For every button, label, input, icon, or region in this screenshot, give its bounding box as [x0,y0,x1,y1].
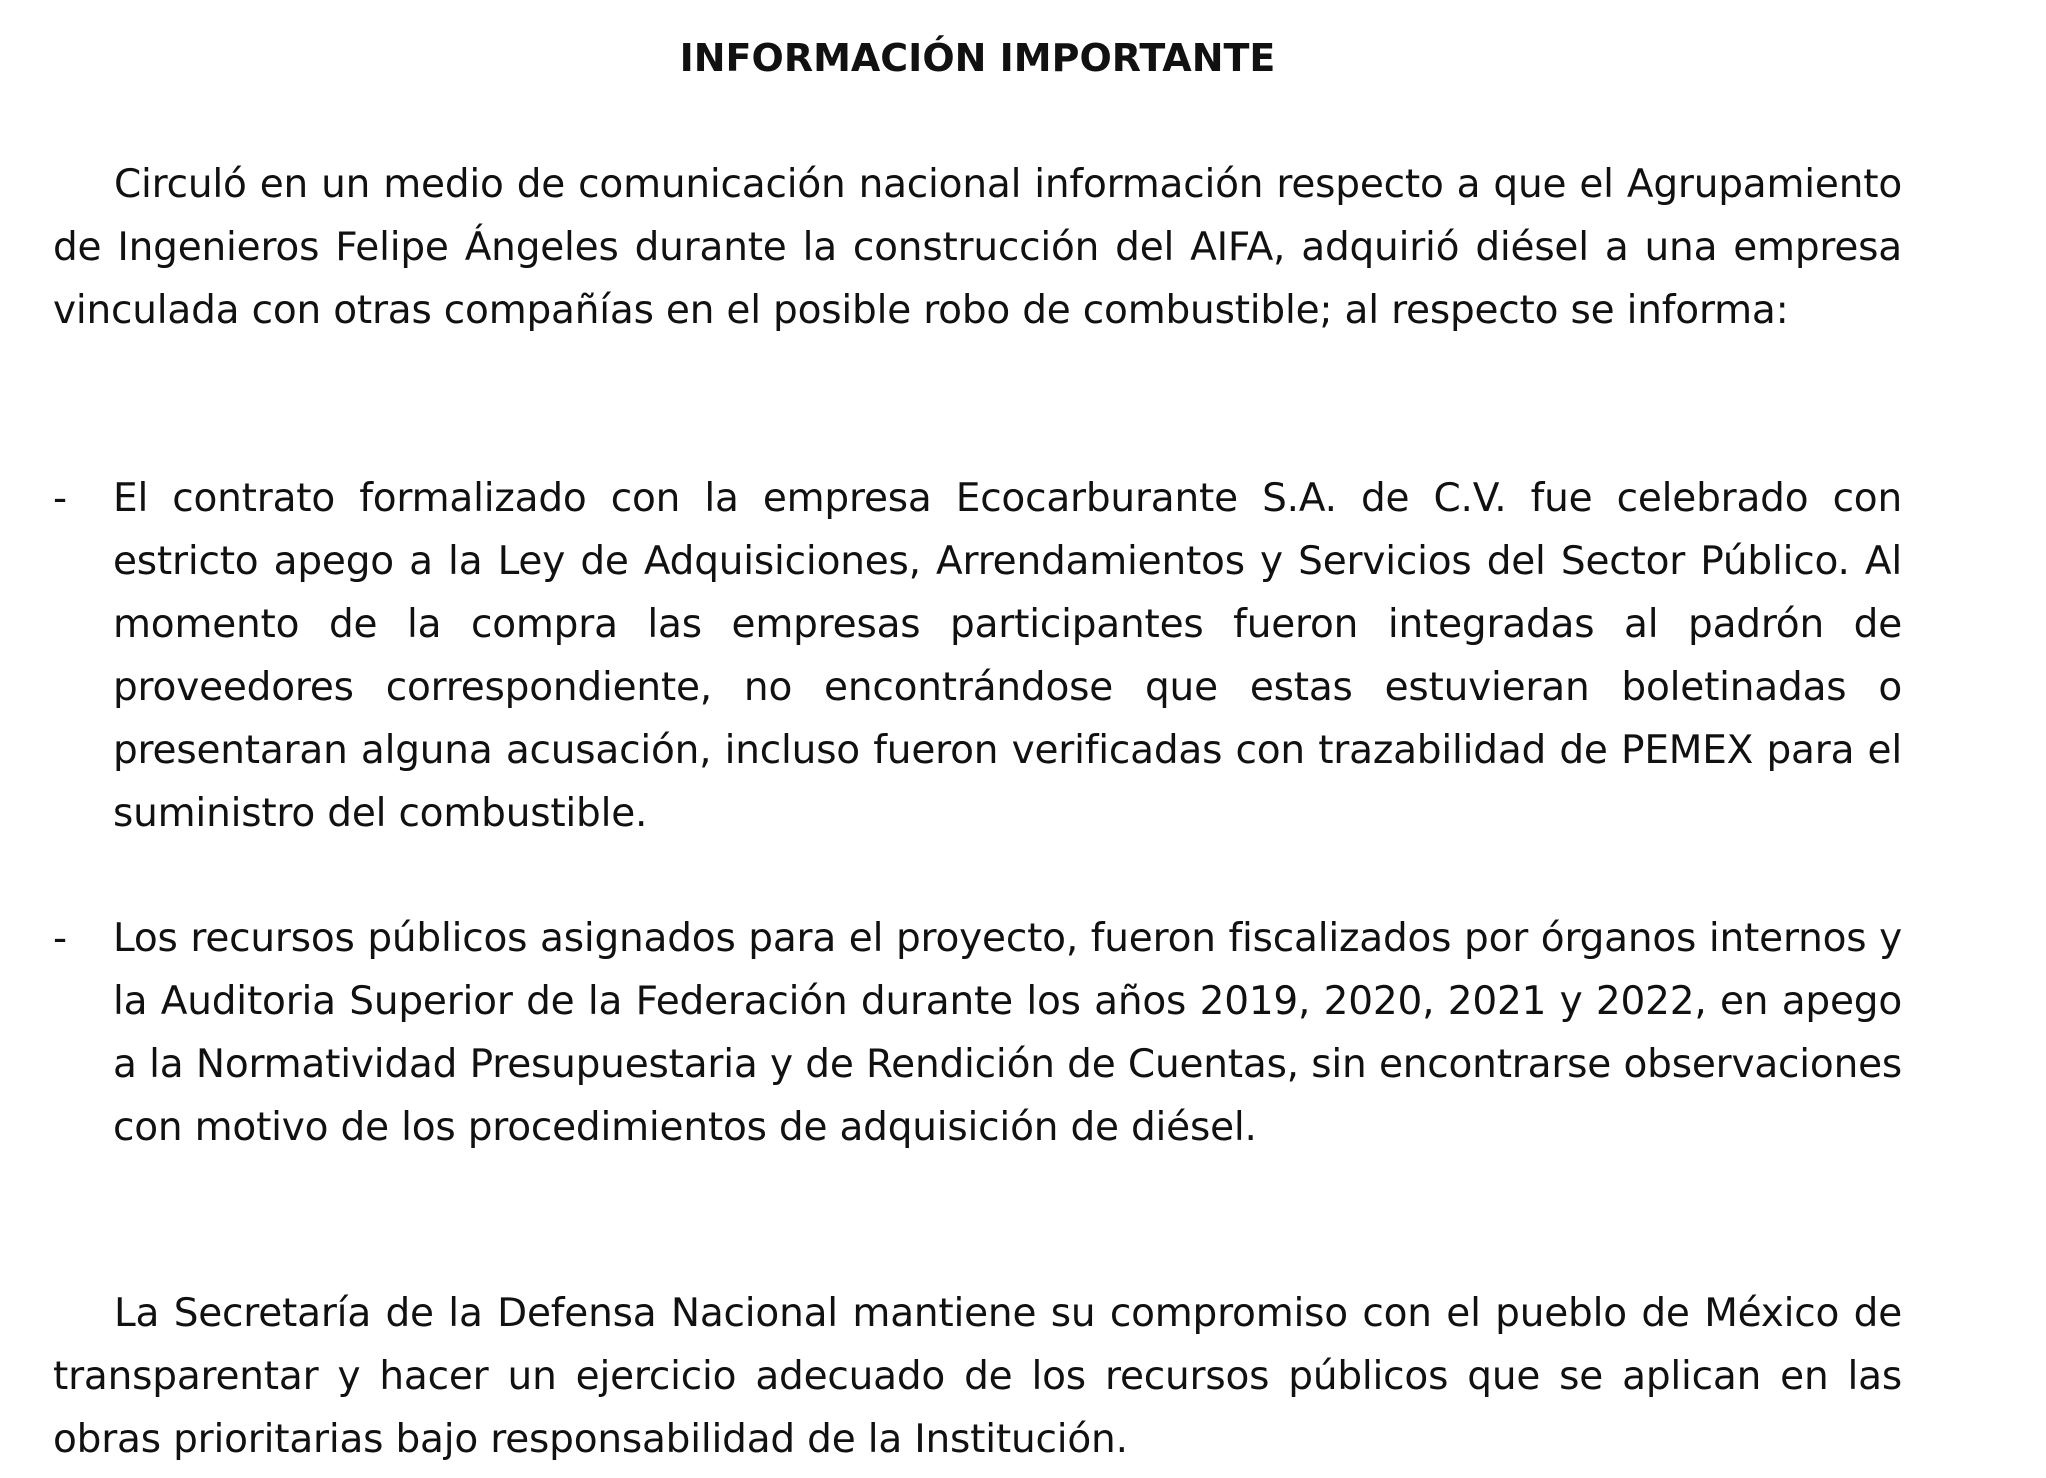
closing-paragraph: La Secretaría de la Defensa Nacional mantiene su compromiso con el pueblo de México de transparentar y hacer un ejercicio adecuado de los recursos públicos que se aplican en las obras prioritarias bajo responsabilidad de la Institución. [53,1291,1902,1462]
intro-paragraph: Circuló en un medio de comunicación nacional información respecto a que el Agrupamiento de Ingenieros Felipe Ángeles durante la construcción del AIFA, adquirió diésel a una empresa vinculada con otras compañías en el posible robo de combustible; al respecto se informa: [53,162,1902,333]
bullet-item [53,467,1902,845]
bullet-text: Los recursos públicos asignados para el proyecto, fueron fiscalizados por órganos internos y la Auditoria Superior de la Federación durante los años 2019, 2020, 2021 y 2022, en apego a la Normatividad Presupuestaria y de Rendición de Cuentas, sin encontrarse observaciones con motivo de los procedimientos de adquisición de diésel. [113,916,1902,1150]
bullet-item [53,907,1902,1159]
document-title: INFORMACIÓN IMPORTANTE [679,36,1276,80]
bullet-marker: - [53,476,68,521]
bullet-marker: - [53,916,68,961]
bullet-text: El contrato formalizado con la empresa Ecocarburante S.A. de C.V. fue celebrado con estricto apego a la Ley de Adquisiciones, Arrendamientos y Servicios del Sector Público. Al momento de la compra las empresas participantes fueron integradas al padrón de proveedores correspondiente, no encontrándose que estas estuvieran boletinadas o presentaran alguna acusación, incluso fueron verificadas con trazabilidad de PEMEX para el suministro del combustible. [113,476,1902,836]
